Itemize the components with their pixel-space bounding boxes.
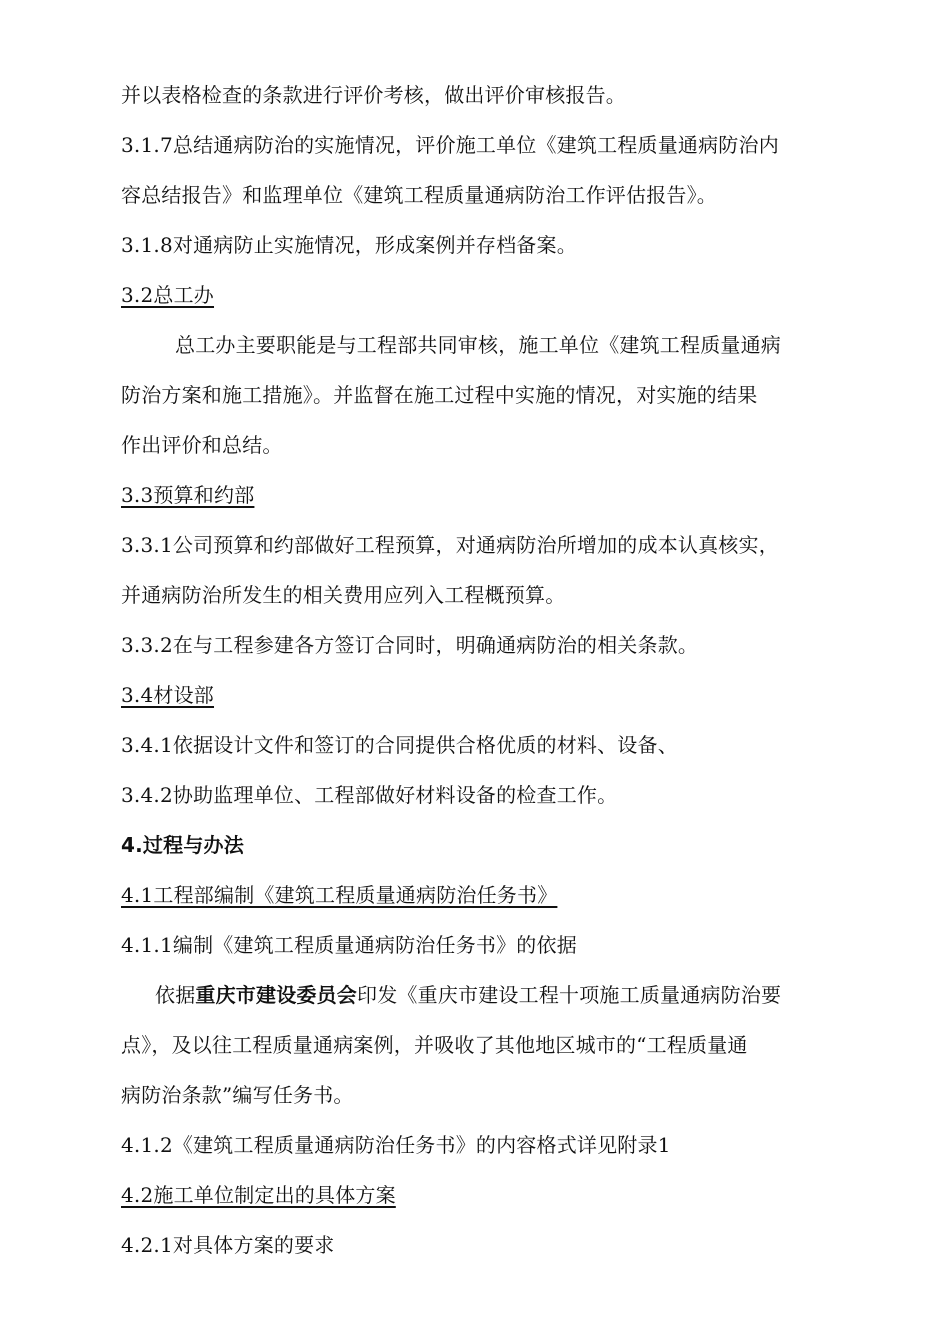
- clause-3-4-2: 3.4.2协助监理单位、工程部做好材料设备的检查工作。: [121, 783, 618, 807]
- clause-3-3-1: 3.3.1公司预算和约部做好工程预算，对通病防治所增加的成本认真核实，: [121, 533, 779, 557]
- paragraph-line: 并以表格检查的条款进行评价考核，做出评价审核报告。: [121, 83, 626, 107]
- clause-4-2-1: 4.2.1对具体方案的要求: [121, 1233, 335, 1257]
- text-run: 印发《重庆市建设工程十项施工质量通病防治要: [357, 983, 782, 1007]
- paragraph-3-2-line-1: 总工办主要职能是与工程部共同审核，施工单位《建筑工程质量通病: [175, 333, 781, 357]
- paragraph-4-1-1-line-1: [121, 970, 861, 1020]
- clause-4-1-2: 4.1.2《建筑工程质量通病防治任务书》的内容格式详见附录1: [121, 1133, 671, 1157]
- clause-3-1-7-cont: 容总结报告》和监理单位《建筑工程质量通病防治工作评估报告》。: [121, 183, 717, 207]
- clause-3-3-1-cont: 并通病防治所发生的相关费用应列入工程概预算。: [121, 583, 566, 607]
- document-page: [121, 70, 861, 1270]
- text-run: 依据: [155, 983, 196, 1007]
- clause-3-1-8: 3.1.8对通病防止实施情况，形成案例并存档备案。: [121, 233, 577, 257]
- clause-3-1-7: 3.1.7总结通病防治的实施情况，评价施工单位《建筑工程质量通病防治内: [121, 133, 779, 157]
- clause-4-1-1: 4.1.1编制《建筑工程质量通病防治任务书》的依据: [121, 933, 577, 957]
- paragraph-3-2-line-3: 作出评价和总结。: [121, 433, 283, 457]
- section-heading-3-2: 3.2总工办: [121, 283, 215, 307]
- chapter-heading-4: 4.过程与办法: [121, 833, 244, 857]
- clause-3-3-2: 3.3.2在与工程参建各方签订合同时，明确通病防治的相关条款。: [121, 633, 699, 657]
- paragraph-4-1-1-line-2: 点》，及以往工程质量通病案例，并吸收了其他地区城市的“工程质量通: [121, 1033, 748, 1057]
- bold-organization-name: 重庆市建设委员会: [195, 983, 358, 1007]
- section-heading-4-1: 4.1工程部编制《建筑工程质量通病防治任务书》: [121, 883, 558, 907]
- paragraph-3-2-line-2: 防治方案和施工措施》。并监督在施工过程中实施的情况，对实施的结果: [121, 383, 758, 407]
- section-heading-4-2: 4.2施工单位制定出的具体方案: [121, 1183, 396, 1207]
- clause-3-4-1: 3.4.1依据设计文件和签订的合同提供合格优质的材料、设备、: [121, 733, 678, 757]
- section-heading-3-4: 3.4材设部: [121, 683, 215, 707]
- paragraph-4-1-1-line-3: 病防治条款”编写任务书。: [121, 1083, 354, 1107]
- section-heading-3-3: 3.3预算和约部: [121, 483, 255, 507]
